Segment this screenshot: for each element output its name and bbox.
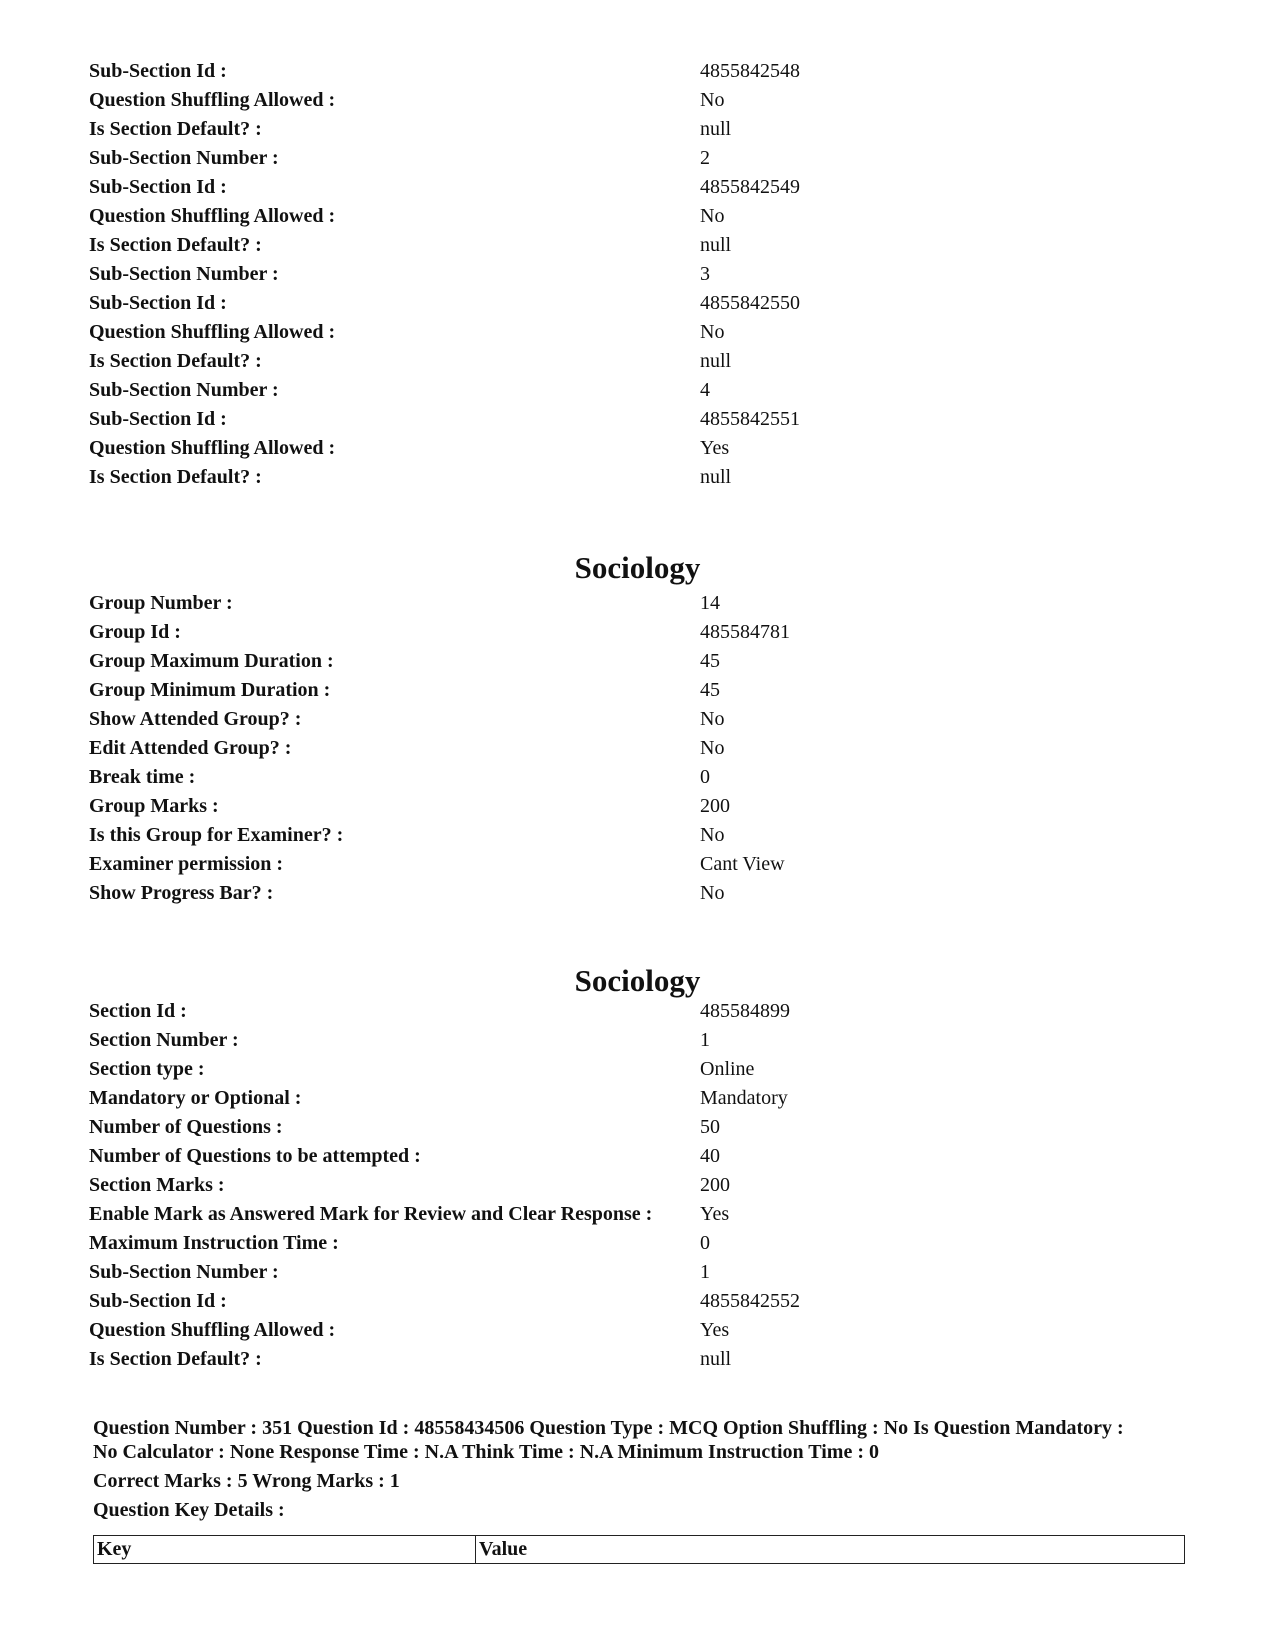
detail-row	[89, 676, 1189, 705]
detail-row	[89, 1229, 1189, 1258]
detail-label: Edit Attended Group? :	[89, 737, 292, 759]
detail-label: Sub-Section Number :	[89, 379, 279, 401]
detail-row	[89, 763, 1189, 792]
detail-row	[89, 434, 1189, 463]
detail-value: 45	[700, 650, 720, 672]
detail-row	[89, 647, 1189, 676]
detail-label: Group Maximum Duration :	[89, 650, 334, 672]
detail-label: Is Section Default? :	[89, 466, 262, 488]
detail-row	[89, 1258, 1189, 1287]
table-header-key: Key	[94, 1536, 476, 1564]
detail-value: null	[700, 118, 732, 140]
detail-label: Sub-Section Number :	[89, 147, 279, 169]
detail-row	[89, 1026, 1189, 1055]
detail-value: 0	[700, 766, 710, 788]
detail-value: 50	[700, 1116, 720, 1138]
detail-label: Is Section Default? :	[89, 234, 262, 256]
detail-value: null	[700, 234, 732, 256]
detail-label: Sub-Section Id :	[89, 60, 227, 82]
detail-value: null	[700, 1348, 732, 1370]
detail-value: 4	[700, 379, 710, 401]
detail-row	[89, 792, 1189, 821]
detail-label: Show Progress Bar? :	[89, 882, 274, 904]
detail-value: Online	[700, 1058, 755, 1080]
detail-row	[89, 1287, 1189, 1316]
detail-value: Yes	[700, 437, 730, 459]
detail-value: Mandatory	[700, 1087, 788, 1109]
detail-row	[89, 318, 1189, 347]
detail-row	[89, 115, 1189, 144]
detail-label: Sub-Section Number :	[89, 1261, 279, 1283]
detail-row	[89, 289, 1189, 318]
detail-row	[89, 821, 1189, 850]
detail-row	[89, 202, 1189, 231]
question-header-line-1: Question Number : 351 Question Id : 48558434506 Question Type : MCQ Option Shuffling : No Is Question Mandatory :	[93, 1417, 1124, 1439]
detail-label: Group Id :	[89, 621, 181, 643]
detail-row	[89, 618, 1189, 647]
detail-label: Group Number :	[89, 592, 233, 614]
detail-value: 3	[700, 263, 710, 285]
detail-value: 1	[700, 1029, 710, 1051]
detail-value: 200	[700, 1174, 730, 1196]
detail-label: Question Shuffling Allowed :	[89, 205, 336, 227]
detail-label: Section Number :	[89, 1029, 239, 1051]
detail-value: No	[700, 708, 725, 730]
question-marks: Correct Marks : 5 Wrong Marks : 1	[93, 1470, 400, 1492]
question-info	[93, 1416, 1193, 1522]
detail-row	[89, 260, 1189, 289]
detail-label: Section type :	[89, 1058, 205, 1080]
table-header-value: Value	[476, 1536, 1185, 1564]
detail-label: Maximum Instruction Time :	[89, 1232, 339, 1254]
detail-row	[89, 376, 1189, 405]
detail-value: 485584899	[700, 1000, 790, 1022]
detail-label: Sub-Section Number :	[89, 263, 279, 285]
detail-value: Cant View	[700, 853, 785, 875]
detail-label: Question Shuffling Allowed :	[89, 437, 336, 459]
detail-row	[89, 1171, 1189, 1200]
detail-label: Sub-Section Id :	[89, 1290, 227, 1312]
detail-value: null	[700, 466, 732, 488]
detail-value: 40	[700, 1145, 720, 1167]
detail-value: 1	[700, 1261, 710, 1283]
detail-value: No	[700, 882, 725, 904]
detail-label: Mandatory or Optional :	[89, 1087, 302, 1109]
detail-label: Number of Questions to be attempted :	[89, 1145, 421, 1167]
section-title: Sociology	[574, 963, 701, 998]
detail-label: Examiner permission :	[89, 853, 284, 875]
detail-row	[89, 347, 1189, 376]
detail-value: 14	[700, 592, 720, 614]
group-details	[89, 589, 1189, 908]
detail-label: Enable Mark as Answered Mark for Review and Clear Response :	[89, 1203, 653, 1225]
detail-row	[89, 463, 1189, 492]
detail-label: Question Shuffling Allowed :	[89, 1319, 336, 1341]
detail-row	[89, 705, 1189, 734]
detail-row	[89, 1142, 1189, 1171]
detail-value: No	[700, 824, 725, 846]
detail-value: No	[700, 737, 725, 759]
detail-row	[89, 850, 1189, 879]
detail-label: Show Attended Group? :	[89, 708, 302, 730]
detail-label: Sub-Section Id :	[89, 408, 227, 430]
detail-label: Is this Group for Examiner? :	[89, 824, 344, 846]
detail-row	[89, 1055, 1189, 1084]
detail-row	[89, 1316, 1189, 1345]
detail-label: Question Shuffling Allowed :	[89, 89, 336, 111]
detail-row	[89, 86, 1189, 115]
detail-row	[89, 231, 1189, 260]
detail-label: Section Id :	[89, 1000, 187, 1022]
detail-label: Is Section Default? :	[89, 1348, 262, 1370]
detail-row	[89, 173, 1189, 202]
detail-value: 45	[700, 679, 720, 701]
detail-value: 4855842551	[700, 408, 800, 430]
detail-label: Sub-Section Id :	[89, 292, 227, 314]
question-key-details-label: Question Key Details :	[93, 1499, 285, 1521]
detail-row	[89, 997, 1189, 1026]
detail-value: Yes	[700, 1203, 730, 1225]
detail-value: 4855842552	[700, 1290, 800, 1312]
detail-value: 485584781	[700, 621, 790, 643]
detail-row	[89, 405, 1189, 434]
table-header-row	[94, 1536, 1185, 1564]
group-title: Sociology	[574, 550, 701, 585]
question-key-table	[93, 1535, 1185, 1564]
detail-row	[89, 1113, 1189, 1142]
detail-label: Section Marks :	[89, 1174, 225, 1196]
question-header-line-2: No Calculator : None Response Time : N.A Think Time : N.A Minimum Instruction Time : 0	[93, 1441, 879, 1463]
detail-value: 4855842548	[700, 60, 800, 82]
detail-label: Number of Questions :	[89, 1116, 283, 1138]
detail-value: 0	[700, 1232, 710, 1254]
detail-row	[89, 57, 1189, 86]
section-details	[89, 997, 1189, 1374]
detail-row	[89, 144, 1189, 173]
detail-row	[89, 589, 1189, 618]
top-block	[89, 57, 1189, 492]
detail-label: Sub-Section Id :	[89, 176, 227, 198]
detail-label: Break time :	[89, 766, 196, 788]
detail-value: 200	[700, 795, 730, 817]
detail-row	[89, 1200, 1189, 1229]
detail-value: 4855842549	[700, 176, 800, 198]
detail-label: Group Marks :	[89, 795, 219, 817]
detail-label: Group Minimum Duration :	[89, 679, 331, 701]
detail-row	[89, 1345, 1189, 1374]
detail-row	[89, 734, 1189, 763]
detail-label: Question Shuffling Allowed :	[89, 321, 336, 343]
detail-label: Is Section Default? :	[89, 118, 262, 140]
detail-value: 4855842550	[700, 292, 800, 314]
detail-value: null	[700, 350, 732, 372]
detail-value: No	[700, 205, 725, 227]
detail-row	[89, 1084, 1189, 1113]
detail-value: Yes	[700, 1319, 730, 1341]
detail-value: No	[700, 89, 725, 111]
detail-row	[89, 879, 1189, 908]
detail-value: No	[700, 321, 725, 343]
detail-label: Is Section Default? :	[89, 350, 262, 372]
detail-value: 2	[700, 147, 710, 169]
